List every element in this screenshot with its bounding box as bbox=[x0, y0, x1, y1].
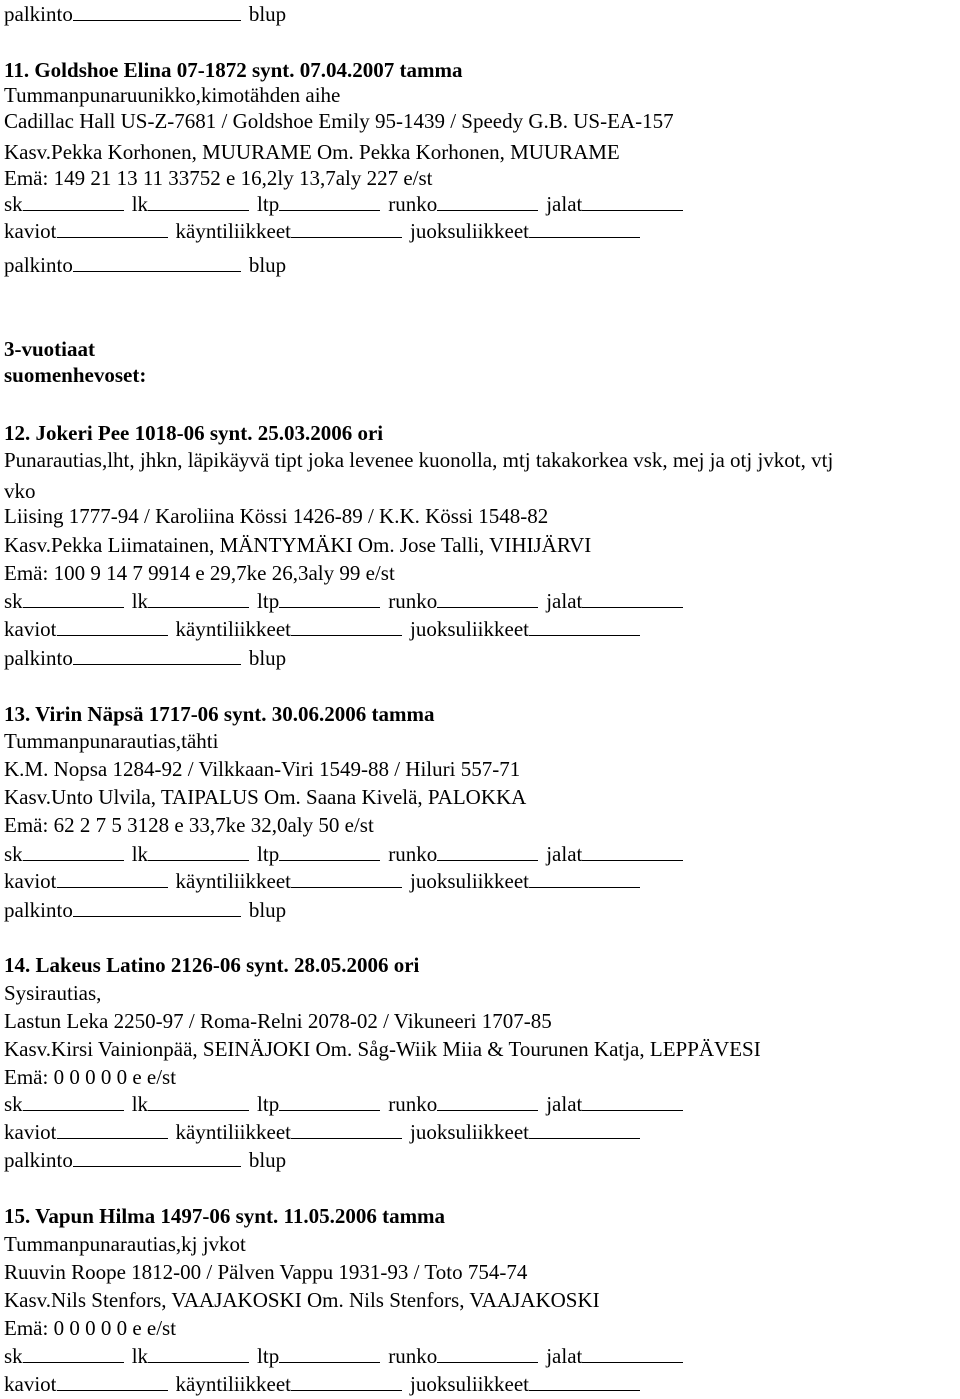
blank-line bbox=[23, 1093, 124, 1111]
blank-line bbox=[437, 843, 538, 861]
field-label-kayntiliikkeet: käyntiliikkeet bbox=[175, 219, 291, 243]
field-label-blup: blup bbox=[248, 1148, 287, 1172]
blank-line bbox=[148, 1093, 249, 1111]
movement-row bbox=[4, 1371, 640, 1397]
entry-pedigree: Ruuvin Roope 1812-00 / Pälven Vappu 1931-93 / Toto 754-74 bbox=[4, 1260, 528, 1284]
blank-line bbox=[57, 1121, 168, 1139]
field-label-blup: blup bbox=[248, 646, 287, 670]
blank-line bbox=[582, 590, 683, 608]
entry-color: Tummanpunarautias,kj jvkot bbox=[4, 1232, 246, 1256]
blank-line bbox=[23, 843, 124, 861]
entry-title: 15. Vapun Hilma 1497-06 synt. 11.05.2006 tamma bbox=[4, 1204, 446, 1228]
field-label-sk: sk bbox=[4, 192, 23, 216]
blank-line bbox=[73, 647, 241, 665]
prize-row bbox=[4, 645, 286, 671]
blank-line bbox=[148, 843, 249, 861]
blank-line bbox=[529, 220, 640, 238]
blank-line bbox=[23, 1345, 124, 1363]
entry-dam: Emä: 62 2 7 5 3128 e 33,7ke 32,0aly 50 e/st bbox=[4, 813, 374, 837]
field-label-kaviot: kaviot bbox=[4, 1120, 57, 1144]
blank-line bbox=[582, 843, 683, 861]
field-label-kaviot: kaviot bbox=[4, 617, 57, 641]
conformation-row bbox=[4, 841, 683, 867]
conformation-row bbox=[4, 191, 683, 217]
field-label-palkinto: palkinto bbox=[4, 253, 73, 277]
field-label-blup: blup bbox=[248, 253, 287, 277]
field-label-sk: sk bbox=[4, 1344, 23, 1368]
blank-line bbox=[57, 1373, 168, 1391]
field-label-ltp: ltp bbox=[257, 1092, 280, 1116]
field-label-lk: lk bbox=[131, 192, 149, 216]
field-label-kayntiliikkeet: käyntiliikkeet bbox=[175, 869, 291, 893]
entry-pedigree: Cadillac Hall US-Z-7681 / Goldshoe Emily 95-1439 / Speedy G.B. US-EA-157 bbox=[4, 109, 674, 133]
entry-title: 14. Lakeus Latino 2126-06 synt. 28.05.2006 ori bbox=[4, 953, 420, 977]
blank-line bbox=[529, 870, 640, 888]
blank-line bbox=[582, 1345, 683, 1363]
entry-title: 11. Goldshoe Elina 07-1872 synt. 07.04.2007 tamma bbox=[4, 58, 463, 82]
entry-dam: Emä: 100 9 14 7 9914 e 29,7ke 26,3aly 99 e/st bbox=[4, 561, 395, 585]
movement-row bbox=[4, 218, 640, 244]
field-label-palkinto: palkinto bbox=[4, 2, 73, 26]
entry-breeder-owner: Kasv.Kirsi Vainionpää, SEINÄJOKI Om. Såg-Wiik Miia & Tourunen Katja, LEPPÄVESI bbox=[4, 1037, 761, 1061]
blank-line bbox=[148, 193, 249, 211]
field-label-palkinto: palkinto bbox=[4, 898, 73, 922]
field-label-jalat: jalat bbox=[546, 1344, 583, 1368]
blank-line bbox=[279, 1345, 380, 1363]
field-label-kayntiliikkeet: käyntiliikkeet bbox=[175, 1372, 291, 1396]
blank-line bbox=[291, 870, 402, 888]
field-label-juoksuliikkeet: juoksuliikkeet bbox=[409, 869, 529, 893]
blank-line bbox=[291, 618, 402, 636]
entry-pedigree: Liising 1777-94 / Karoliina Kössi 1426-89 / K.K. Kössi 1548-82 bbox=[4, 504, 549, 528]
blank-line bbox=[279, 1093, 380, 1111]
field-label-lk: lk bbox=[131, 589, 149, 613]
movement-row bbox=[4, 868, 640, 894]
field-label-lk: lk bbox=[131, 1092, 149, 1116]
entry-dam: Emä: 0 0 0 0 0 e e/st bbox=[4, 1065, 177, 1089]
blank-line bbox=[148, 1345, 249, 1363]
blank-line bbox=[437, 1345, 538, 1363]
blank-line bbox=[529, 1121, 640, 1139]
entry-description-cont: vko bbox=[4, 479, 36, 503]
field-label-juoksuliikkeet: juoksuliikkeet bbox=[409, 219, 529, 243]
field-label-runko: runko bbox=[388, 1344, 438, 1368]
entry-dam: Emä: 149 21 13 11 33752 e 16,2ly 13,7aly 227 e/st bbox=[4, 166, 433, 190]
section-age-heading: 3-vuotiaat bbox=[4, 337, 95, 361]
field-label-runko: runko bbox=[388, 1092, 438, 1116]
prize-row bbox=[4, 252, 286, 278]
entry-breeder-owner: Kasv.Unto Ulvila, TAIPALUS Om. Saana Kivelä, PALOKKA bbox=[4, 785, 527, 809]
entry-breeder-owner: Kasv.Pekka Korhonen, MUURAME Om. Pekka Korhonen, MUURAME bbox=[4, 140, 620, 164]
entry-dam: Emä: 0 0 0 0 0 e e/st bbox=[4, 1316, 177, 1340]
blank-line bbox=[437, 590, 538, 608]
field-label-ltp: ltp bbox=[257, 589, 280, 613]
field-label-lk: lk bbox=[131, 1344, 149, 1368]
blank-line bbox=[279, 590, 380, 608]
field-label-juoksuliikkeet: juoksuliikkeet bbox=[409, 1372, 529, 1396]
prize-row bbox=[4, 897, 286, 923]
blank-line bbox=[582, 193, 683, 211]
blank-line bbox=[582, 1093, 683, 1111]
conformation-row bbox=[4, 1343, 683, 1369]
field-label-juoksuliikkeet: juoksuliikkeet bbox=[409, 1120, 529, 1144]
field-label-jalat: jalat bbox=[546, 1092, 583, 1116]
blank-line bbox=[73, 899, 241, 917]
prize-row bbox=[4, 1, 286, 27]
field-label-kayntiliikkeet: käyntiliikkeet bbox=[175, 617, 291, 641]
field-label-sk: sk bbox=[4, 1092, 23, 1116]
entry-pedigree: Lastun Leka 2250-97 / Roma-Relni 2078-02 / Vikuneeri 1707-85 bbox=[4, 1009, 552, 1033]
blank-line bbox=[73, 1149, 241, 1167]
blank-line bbox=[57, 618, 168, 636]
field-label-jalat: jalat bbox=[546, 192, 583, 216]
field-label-blup: blup bbox=[248, 2, 287, 26]
blank-line bbox=[437, 1093, 538, 1111]
blank-line bbox=[73, 254, 241, 272]
blank-line bbox=[148, 590, 249, 608]
field-label-kayntiliikkeet: käyntiliikkeet bbox=[175, 1120, 291, 1144]
field-label-kaviot: kaviot bbox=[4, 869, 57, 893]
entry-color: Sysirautias, bbox=[4, 981, 102, 1005]
prize-row bbox=[4, 1147, 286, 1173]
field-label-ltp: ltp bbox=[257, 842, 280, 866]
entry-breeder-owner: Kasv.Pekka Liimatainen, MÄNTYMÄKI Om. Jose Talli, VIHIJÄRVI bbox=[4, 533, 592, 557]
blank-line bbox=[529, 618, 640, 636]
entry-title: 12. Jokeri Pee 1018-06 synt. 25.03.2006 ori bbox=[4, 421, 384, 445]
section-breed-heading: suomenhevoset: bbox=[4, 363, 147, 387]
entry-pedigree: K.M. Nopsa 1284-92 / Vilkkaan-Viri 1549-88 / Hiluri 557-71 bbox=[4, 757, 521, 781]
field-label-runko: runko bbox=[388, 192, 438, 216]
blank-line bbox=[291, 1373, 402, 1391]
field-label-ltp: ltp bbox=[257, 1344, 280, 1368]
field-label-ltp: ltp bbox=[257, 192, 280, 216]
blank-line bbox=[23, 590, 124, 608]
blank-line bbox=[291, 1121, 402, 1139]
blank-line bbox=[437, 193, 538, 211]
entry-description: Punarautias,lht, jhkn, läpikäyvä tipt joka levenee kuonolla, mtj takakorkea vsk, mej ja otj jvkot, vtj bbox=[4, 448, 834, 472]
blank-line bbox=[57, 220, 168, 238]
field-label-blup: blup bbox=[248, 898, 287, 922]
blank-line bbox=[279, 193, 380, 211]
blank-line bbox=[291, 220, 402, 238]
entry-breeder-owner: Kasv.Nils Stenfors, VAAJAKOSKI Om. Nils Stenfors, VAAJAKOSKI bbox=[4, 1288, 600, 1312]
field-label-runko: runko bbox=[388, 842, 438, 866]
field-label-palkinto: palkinto bbox=[4, 646, 73, 670]
field-label-jalat: jalat bbox=[546, 842, 583, 866]
entry-color: Tummanpunarautias,tähti bbox=[4, 729, 219, 753]
blank-line bbox=[23, 193, 124, 211]
field-label-kaviot: kaviot bbox=[4, 219, 57, 243]
blank-line bbox=[57, 870, 168, 888]
field-label-juoksuliikkeet: juoksuliikkeet bbox=[409, 617, 529, 641]
field-label-sk: sk bbox=[4, 842, 23, 866]
entry-color: Tummanpunaruunikko,kimotähden aihe bbox=[4, 83, 341, 107]
field-label-jalat: jalat bbox=[546, 589, 583, 613]
movement-row bbox=[4, 616, 640, 642]
field-label-palkinto: palkinto bbox=[4, 1148, 73, 1172]
blank-line bbox=[279, 843, 380, 861]
field-label-lk: lk bbox=[131, 842, 149, 866]
conformation-row bbox=[4, 588, 683, 614]
field-label-sk: sk bbox=[4, 589, 23, 613]
field-label-kaviot: kaviot bbox=[4, 1372, 57, 1396]
blank-line bbox=[73, 3, 241, 21]
movement-row bbox=[4, 1119, 640, 1145]
field-label-runko: runko bbox=[388, 589, 438, 613]
conformation-row bbox=[4, 1091, 683, 1117]
entry-title: 13. Virin Näpsä 1717-06 synt. 30.06.2006 tamma bbox=[4, 702, 435, 726]
blank-line bbox=[529, 1373, 640, 1391]
